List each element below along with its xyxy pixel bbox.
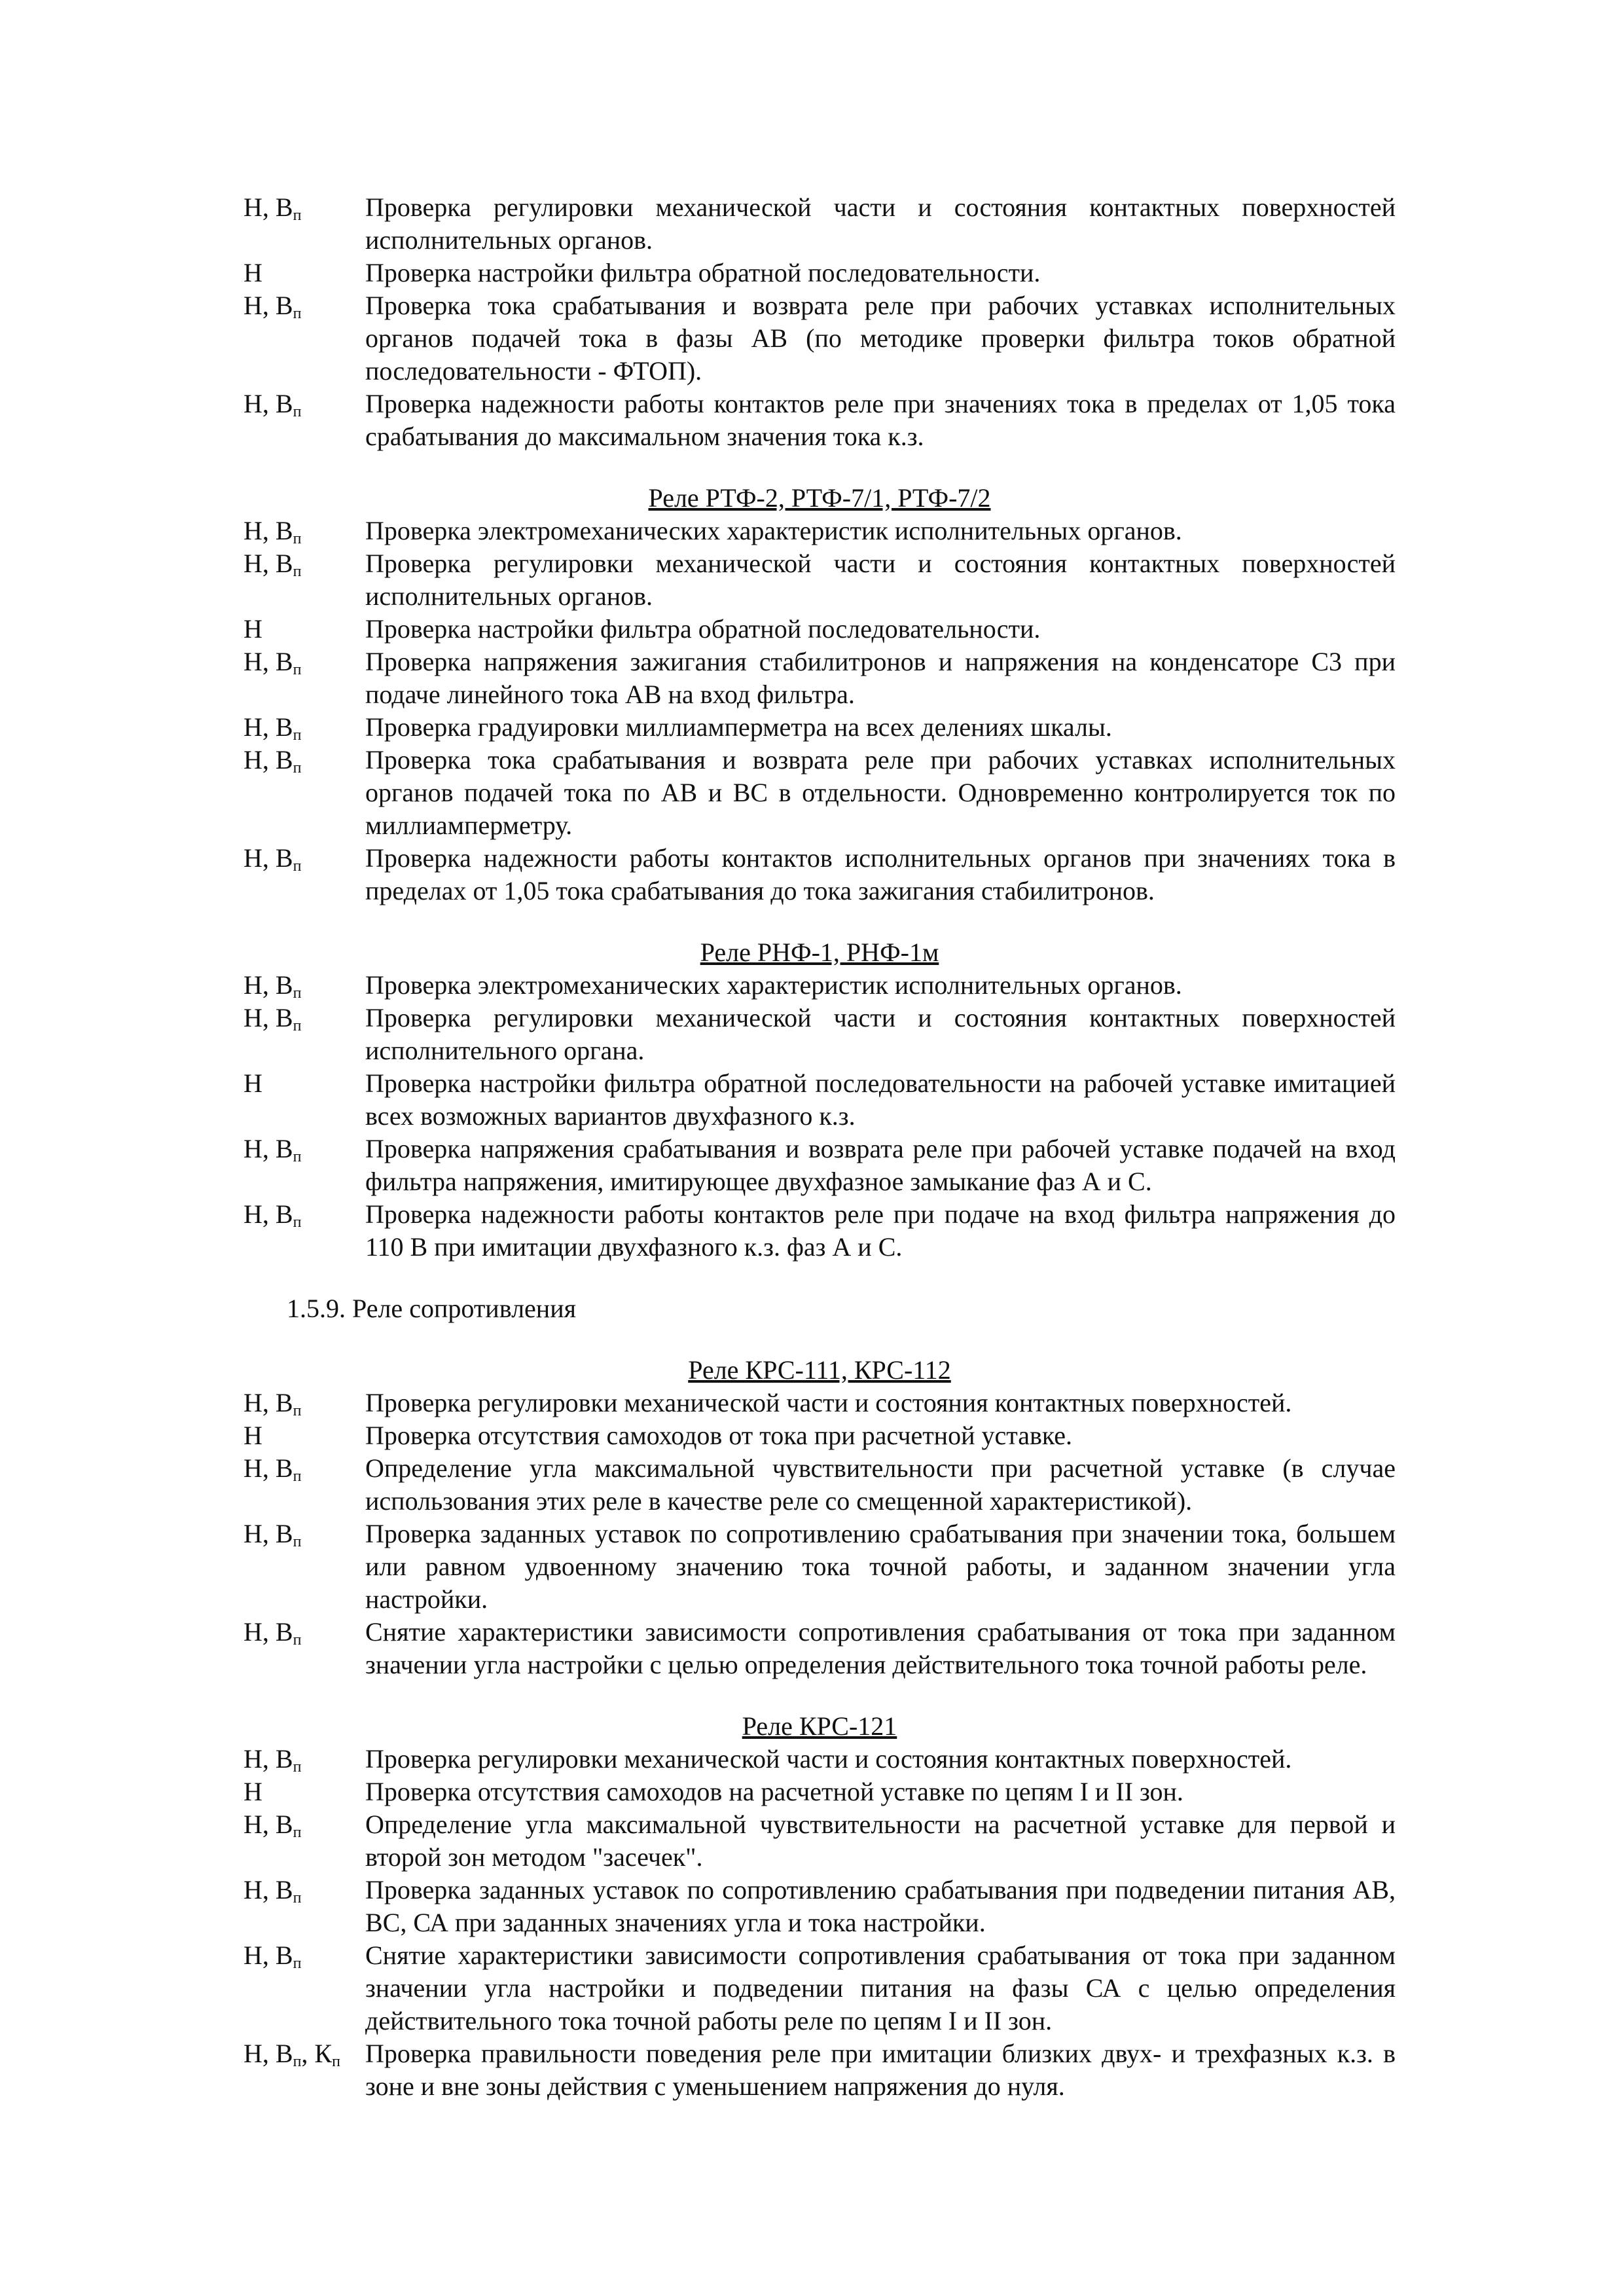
relay-section-heading: Реле КРС-121 (742, 1711, 897, 1741)
check-code (244, 1939, 365, 1972)
checklist-entry (244, 613, 1396, 646)
check-description: Проверка регулировки механической части и состояния контактных поверхностей исполнительного органа. (365, 1003, 1396, 1065)
code-separator: , (262, 970, 269, 1000)
code-letter: Н (244, 1810, 262, 1839)
code-letter: В (275, 389, 293, 418)
check-code (244, 289, 365, 322)
check-description: Проверка настройки фильтра обратной последовательности. (365, 258, 1041, 287)
relay-section-heading: Реле РТФ-2, РТФ-7/1, РТФ-7/2 (648, 483, 991, 513)
check-description: Проверка надежности работы контактов реле при подаче на вход фильтра напряжения до 110 В при имитации двухфазного к.з. фаз А и С. (365, 1199, 1396, 1262)
code-subscript: п (293, 1148, 302, 1165)
checklist-entry (244, 1133, 1396, 1198)
checklist-entry (244, 2037, 1396, 2103)
checklist-entry (244, 191, 1396, 257)
code-letter: В (275, 1617, 293, 1647)
code-separator: , (262, 745, 269, 774)
code-subscript: п (293, 403, 302, 420)
check-code (244, 1743, 365, 1776)
code-letter: В (275, 1744, 293, 1774)
check-code (244, 711, 365, 744)
check-code (244, 191, 365, 224)
code-separator: , (262, 516, 269, 545)
check-code (244, 388, 365, 420)
code-letter: Н (244, 1134, 262, 1163)
code-separator: , (262, 647, 269, 676)
check-code (244, 1419, 365, 1452)
code-letter: В (275, 516, 293, 545)
code-separator: , (262, 192, 269, 222)
code-subscript: п (293, 759, 302, 776)
code-letter: В (275, 1941, 293, 1970)
code-separator: , (262, 1744, 269, 1774)
code-separator: , (262, 712, 269, 742)
code-letter: Н (244, 258, 262, 287)
check-description: Проверка регулировки механической части и состояния контактных поверхностей исполнительных органов. (365, 192, 1396, 255)
code-letter: В (275, 1003, 293, 1032)
check-description: Проверка электромеханических характеристик исполнительных органов. (365, 516, 1182, 545)
checklist-entry (244, 1616, 1396, 1681)
code-letter: В (275, 1453, 293, 1483)
check-description: Снятие характеристики зависимости сопротивления срабатывания от тока при заданном значении угла настройки и подведении питания на фазы СА с целью определения действительного тока точной работы реле по цепям I и II зон. (365, 1941, 1396, 2035)
checklist-entry (244, 969, 1396, 1002)
checklist-entry (244, 1387, 1396, 1419)
code-subscript: п (293, 1402, 302, 1419)
checklist-entry (244, 1419, 1396, 1452)
check-description: Проверка регулировки механической части и состояния контактных поверхностей. (365, 1388, 1292, 1417)
code-separator: , (262, 389, 269, 418)
code-letter: В (275, 712, 293, 742)
code-letter: Н (244, 516, 262, 545)
code-letter: Н (244, 192, 262, 222)
code-letter: В (275, 745, 293, 774)
code-separator: , (301, 2039, 308, 2068)
check-description: Проверка настройки фильтра обратной последовательности. (365, 614, 1041, 644)
check-code (244, 547, 365, 580)
check-code (244, 646, 365, 678)
check-code (244, 1452, 365, 1485)
document-page (244, 191, 1396, 2103)
relay-section-heading: Реле КРС-111, КРС-112 (688, 1355, 951, 1385)
check-code (244, 1198, 365, 1231)
code-subscript: п (293, 1017, 302, 1034)
code-subscript: п (293, 563, 302, 580)
check-code (244, 1808, 365, 1841)
code-letter: Н (244, 970, 262, 1000)
code-letter: Н (244, 1199, 262, 1229)
code-letter: Н (244, 1068, 262, 1098)
code-letter: Н (244, 291, 262, 320)
check-description: Проверка регулировки механической части и состояния контактных поверхностей. (365, 1744, 1292, 1774)
check-code (244, 1387, 365, 1419)
check-description: Проверка электромеханических характеристик исполнительных органов. (365, 970, 1182, 1000)
code-letter: Н (244, 549, 262, 578)
code-letter: Н (244, 1777, 262, 1806)
check-code (244, 2037, 365, 2070)
check-description: Проверка надежности работы контактов реле при значениях тока в пределах от 1,05 тока срабатывания до максимальном значения тока к.з. (365, 389, 1396, 451)
code-subscript: п (293, 727, 302, 744)
check-code (244, 1776, 365, 1808)
code-subscript: п (293, 1889, 302, 1906)
code-subscript: п (293, 1955, 302, 1972)
checklist-entry (244, 289, 1396, 388)
code-separator: , (262, 2039, 269, 2068)
code-letter: К (314, 2039, 333, 2068)
checklist-entry (244, 1939, 1396, 2037)
code-letter: Н (244, 1617, 262, 1647)
checklist-entry (244, 744, 1396, 842)
check-description: Проверка напряжения зажигания стабилитронов и напряжения на конденсаторе С3 при подаче линейного тока АВ на вход фильтра. (365, 647, 1396, 709)
code-letter: Н (244, 1875, 262, 1904)
code-letter: В (275, 970, 293, 1000)
code-separator: , (262, 1453, 269, 1483)
code-subscript: п (293, 530, 302, 547)
code-separator: , (262, 1875, 269, 1904)
checklist-entry (244, 842, 1396, 907)
code-letter: В (275, 843, 293, 873)
code-separator: , (262, 549, 269, 578)
code-separator: , (262, 1941, 269, 1970)
subsection-heading: 1.5.9. Реле сопротивления (287, 1294, 576, 1323)
checklist-entry (244, 1002, 1396, 1067)
check-code (244, 613, 365, 646)
check-code (244, 1874, 365, 1906)
checklist-entry (244, 711, 1396, 744)
code-subscript: п (293, 2053, 302, 2070)
code-separator: , (262, 1199, 269, 1229)
code-letter: В (275, 647, 293, 676)
code-letter: Н (244, 1453, 262, 1483)
code-letter: Н (244, 614, 262, 644)
code-letter: Н (244, 647, 262, 676)
check-description: Снятие характеристики зависимости сопротивления срабатывания от тока при заданном значении угла настройки с целью определения действительного тока точной работы реле. (365, 1617, 1396, 1679)
code-letter: В (275, 192, 293, 222)
check-description: Проверка надежности работы контактов исполнительных органов при значениях тока в пределах от 1,05 тока срабатывания до тока зажигания стабилитронов. (365, 843, 1396, 905)
code-letter: Н (244, 1941, 262, 1970)
code-subscript: п (332, 2053, 340, 2070)
code-letter: В (275, 549, 293, 578)
code-subscript: п (293, 1214, 302, 1231)
checklist-entry (244, 1067, 1396, 1133)
check-code (244, 515, 365, 547)
code-separator: , (262, 843, 269, 873)
check-description: Проверка настройки фильтра обратной последовательности на рабочей уставке имитацией всех возможных вариантов двухфазного к.з. (365, 1068, 1396, 1131)
checklist-entry (244, 1776, 1396, 1808)
check-code (244, 969, 365, 1002)
code-separator: , (262, 1617, 269, 1647)
code-letter: В (275, 291, 293, 320)
code-letter: В (275, 2039, 293, 2068)
check-code (244, 1133, 365, 1165)
check-code (244, 842, 365, 875)
checklist-entry (244, 1743, 1396, 1776)
checklist-entry (244, 646, 1396, 711)
code-subscript: п (293, 1533, 302, 1550)
checklist-entry (244, 257, 1396, 289)
code-subscript: п (293, 305, 302, 322)
checklist-entry (244, 547, 1396, 613)
checklist-entry (244, 1874, 1396, 1939)
check-description: Определение угла максимальной чувствительности на расчетной уставке для первой и второй зон методом "засечек". (365, 1810, 1396, 1872)
check-description: Проверка тока срабатывания и возврата реле при рабочих уставках исполнительных органов подачей тока по АВ и ВС в отдельности. Одновременно контролируется ток по миллиамперметру. (365, 745, 1396, 840)
code-letter: Н (244, 1744, 262, 1774)
checklist-entry (244, 515, 1396, 547)
code-subscript: п (293, 661, 302, 678)
checklist-entry (244, 388, 1396, 453)
code-subscript: п (293, 1468, 302, 1485)
check-description: Проверка напряжения срабатывания и возврата реле при рабочей уставке подачей на вход фильтра напряжения, имитирующее двухфазное замыкание фаз А и С. (365, 1134, 1396, 1196)
check-code (244, 257, 365, 289)
checklist-entry (244, 1518, 1396, 1616)
check-description: Проверка заданных уставок по сопротивлению срабатывания при подведении питания АВ, ВС, СА при заданных значениях угла и тока настройки. (365, 1875, 1396, 1937)
code-subscript: п (293, 858, 302, 875)
code-subscript: п (293, 1758, 302, 1776)
check-description: Проверка регулировки механической части и состояния контактных поверхностей исполнительных органов. (365, 549, 1396, 611)
code-separator: , (262, 1388, 269, 1417)
code-subscript: п (293, 1631, 302, 1649)
code-letter: Н (244, 1388, 262, 1417)
checklist-entry (244, 1452, 1396, 1518)
code-separator: , (262, 1003, 269, 1032)
code-separator: , (262, 1134, 269, 1163)
relay-section-heading: Реле РНФ-1, РНФ-1м (700, 938, 939, 967)
check-description: Проверка градуировки миллиамперметра на всех делениях шкалы. (365, 712, 1112, 742)
code-subscript: п (293, 985, 302, 1002)
code-separator: , (262, 1810, 269, 1839)
code-letter: Н (244, 843, 262, 873)
code-letter: Н (244, 1519, 262, 1548)
check-description: Проверка правильности поведения реле при имитации близких двух- и трехфазных к.з. в зоне и вне зоны действия с уменьшением напряжения до нуля. (365, 2039, 1396, 2101)
code-subscript: п (293, 1824, 302, 1841)
code-letter: В (275, 1519, 293, 1548)
check-code (244, 1067, 365, 1100)
check-code (244, 1002, 365, 1034)
code-letter: Н (244, 745, 262, 774)
check-description: Определение угла максимальной чувствительности при расчетной уставке (в случае использования этих реле в качестве реле со смещенной характеристикой). (365, 1453, 1396, 1516)
code-letter: Н (244, 1421, 262, 1450)
code-letter: В (275, 1388, 293, 1417)
code-letter: В (275, 1134, 293, 1163)
code-letter: Н (244, 2039, 262, 2068)
checklist-entry (244, 1198, 1396, 1264)
code-letter: Н (244, 1003, 262, 1032)
code-separator: , (262, 1519, 269, 1548)
code-separator: , (262, 291, 269, 320)
code-letter: Н (244, 389, 262, 418)
code-letter: Н (244, 712, 262, 742)
check-description: Проверка заданных уставок по сопротивлению срабатывания при значении тока, большем или равном удвоенному значению тока точной работы, и заданном значении угла настройки. (365, 1519, 1396, 1614)
check-description: Проверка тока срабатывания и возврата реле при рабочих уставках исполнительных органов подачей тока в фазы АВ (по методике проверки фильтра токов обратной последовательности - ФТОП). (365, 291, 1396, 386)
check-code (244, 1518, 365, 1550)
code-subscript: п (293, 207, 302, 224)
check-code (244, 1616, 365, 1649)
check-description: Проверка отсутствия самоходов от тока при расчетной уставке. (365, 1421, 1073, 1450)
check-description: Проверка отсутствия самоходов на расчетной уставке по цепям I и II зон. (365, 1777, 1183, 1806)
code-letter: В (275, 1810, 293, 1839)
code-letter: В (275, 1199, 293, 1229)
code-letter: В (275, 1875, 293, 1904)
checklist-entry (244, 1808, 1396, 1874)
check-code (244, 744, 365, 776)
